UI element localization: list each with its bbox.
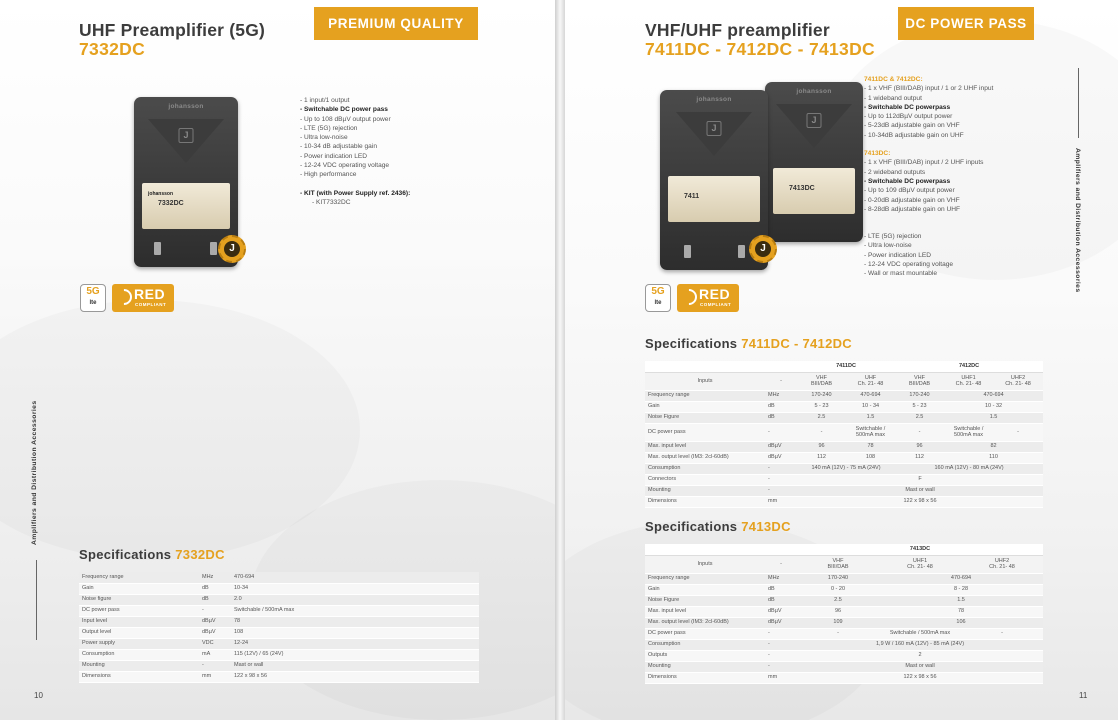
- table-cell: Mast or wall: [797, 485, 1043, 496]
- table-cell: Inputs: [645, 372, 765, 390]
- table-cell: Mounting: [645, 661, 765, 672]
- device-label-brand: johansson: [148, 191, 174, 197]
- table-cell: -: [765, 423, 797, 441]
- device-brand: johansson: [796, 88, 832, 95]
- table-cell: -: [961, 628, 1043, 639]
- device-brand: johansson: [168, 103, 204, 110]
- table-row: [645, 628, 1043, 639]
- table-row: [79, 649, 479, 660]
- table-cell: 96: [797, 441, 846, 452]
- table-cell: dB: [765, 412, 797, 423]
- table-cell: 7412DC: [895, 361, 1043, 372]
- table-cell: mm: [765, 672, 797, 683]
- kit-item: - KIT7332DC: [300, 198, 410, 207]
- table-cell: Max. input level: [645, 606, 765, 617]
- table-cell: 122 x 98 x 56: [231, 671, 479, 682]
- red-compliant-icon: RED COMPLIANT: [677, 284, 739, 312]
- table-cell: 106: [879, 617, 1043, 628]
- feature-item: - 12-24 VDC operating voltage: [864, 260, 993, 269]
- table-row: [645, 372, 1043, 390]
- spec-table-7413: [645, 544, 1043, 684]
- table-row: [645, 441, 1043, 452]
- table-cell: 0 - 20: [797, 584, 879, 595]
- table-row: [79, 605, 479, 616]
- table-row: [645, 573, 1043, 584]
- feature-item: - Power indication LED: [300, 152, 410, 161]
- product-image-741x: [657, 80, 857, 280]
- product-image-7332dc: [130, 95, 255, 275]
- table-cell: -: [895, 423, 944, 441]
- feature-item: - High performance: [300, 170, 410, 179]
- kit-title: - KIT (with Power Supply ref. 2436):: [300, 189, 410, 198]
- table-cell: Frequency range: [645, 390, 765, 401]
- table-cell: Dimensions: [645, 672, 765, 683]
- johansson-logo-icon: J: [179, 128, 194, 143]
- table-row: [645, 474, 1043, 485]
- feature-item: - 2 wideband outputs: [864, 168, 993, 177]
- table-cell: dBµV: [765, 606, 797, 617]
- table-cell: 115 (12V) / 65 (24V): [231, 649, 479, 660]
- table-cell: VHF BIII/DAB: [895, 372, 944, 390]
- table-cell: 1.5: [846, 412, 895, 423]
- table-cell: Max. output level (IM3: 2cl-60dB): [645, 617, 765, 628]
- table-cell: -: [797, 628, 879, 639]
- table-cell: 112: [895, 452, 944, 463]
- device-label: [142, 183, 230, 229]
- spec-heading-label: Specifications: [645, 336, 738, 351]
- table-cell: dB: [765, 401, 797, 412]
- spec-heading: [79, 547, 225, 562]
- spec-heading-label: Specifications: [79, 547, 172, 562]
- device-label-model: 7332DC: [158, 200, 184, 207]
- device-label: [773, 168, 855, 214]
- table-cell: Mast or wall: [797, 661, 1043, 672]
- table-cell: 112: [797, 452, 846, 463]
- table-cell: 470-694: [231, 572, 479, 583]
- spec-heading-model: 7411DC - 7412DC: [741, 336, 852, 351]
- table-row: [79, 671, 479, 682]
- spec-table-7411-7412: [645, 361, 1043, 508]
- table-cell: -: [765, 463, 797, 474]
- product-title: UHF Preamplifier (5G): [79, 20, 266, 40]
- table-cell: 470-694: [879, 573, 1043, 584]
- table-cell: Consumption: [645, 463, 765, 474]
- table-cell: -: [765, 372, 797, 390]
- table-cell: 110: [944, 452, 1043, 463]
- side-section-label: Amplifiers and Distribution Accessories: [31, 400, 38, 545]
- right-page: [565, 0, 1118, 720]
- table-cell: -: [199, 660, 231, 671]
- table-cell: 108: [846, 452, 895, 463]
- f-connector: [684, 245, 691, 258]
- feature-item: - 1 wideband output: [864, 94, 993, 103]
- johansson-logo-icon: J: [807, 113, 822, 128]
- f-connector: [210, 242, 217, 255]
- table-cell: VHF BIII/DAB: [797, 372, 846, 390]
- spec-heading-model: 7413DC: [741, 519, 791, 534]
- table-cell: -: [765, 555, 797, 573]
- side-divider: [1078, 68, 1079, 138]
- feature-item: - 10-34 dB adjustable gain: [300, 142, 410, 151]
- side-section-label: Amplifiers and Distribution Accessories: [1074, 148, 1081, 293]
- table-cell: 8 - 28: [879, 584, 1043, 595]
- table-cell: 109: [797, 617, 879, 628]
- table-cell: 12-24: [231, 638, 479, 649]
- table-cell: UHF1 Ch. 21- 48: [944, 372, 993, 390]
- table-cell: DC power pass: [79, 605, 199, 616]
- table-cell: Noise figure: [79, 594, 199, 605]
- table-cell: MHz: [199, 572, 231, 583]
- table-cell: Switchable / 500mA max: [231, 605, 479, 616]
- f-connector: [738, 245, 745, 258]
- table-cell: 10-34: [231, 583, 479, 594]
- table-cell: 10 - 32: [944, 401, 1043, 412]
- table-cell: 122 x 98 x 56: [797, 496, 1043, 507]
- red-compliant-icon: RED COMPLIANT: [112, 284, 174, 312]
- table-row: [645, 463, 1043, 474]
- table-cell: Gain: [645, 401, 765, 412]
- table-cell: 2.5: [797, 595, 879, 606]
- table-cell: -: [765, 650, 797, 661]
- table-cell: dB: [199, 594, 231, 605]
- feature-item: - Switchable DC power pass: [300, 105, 410, 114]
- table-row: [645, 361, 1043, 372]
- spec-heading-2: [645, 519, 791, 534]
- table-cell: dB: [765, 595, 797, 606]
- table-cell: 78: [846, 441, 895, 452]
- table-cell: 7413DC: [797, 544, 1043, 555]
- table-cell: Dimensions: [79, 671, 199, 682]
- table-cell: dBµV: [765, 441, 797, 452]
- page-number: 11: [1079, 691, 1088, 700]
- feature-item: - Switchable DC powerpass: [864, 177, 993, 186]
- feature-item: - Ultra low-noise: [864, 241, 993, 250]
- table-cell: Switchable / 500mA max: [944, 423, 993, 441]
- feature-item: - 0-20dB adjustable gain on VHF: [864, 196, 993, 205]
- feature-list: [300, 96, 410, 207]
- table-cell: UHF2 Ch. 21- 48: [993, 372, 1043, 390]
- table-cell: Gain: [645, 584, 765, 595]
- table-row: [645, 423, 1043, 441]
- table-row: [645, 412, 1043, 423]
- feature-item: - 1 x VHF (BIII/DAB) input / 1 or 2 UHF input: [864, 84, 993, 93]
- table-cell: 170-240: [895, 390, 944, 401]
- table-cell: Switchable / 500mA max: [879, 628, 961, 639]
- table-cell: dBµV: [765, 617, 797, 628]
- feature-item: - LTE (5G) rejection: [300, 124, 410, 133]
- table-cell: Mounting: [645, 485, 765, 496]
- table-row: [79, 583, 479, 594]
- table-cell: 78: [879, 606, 1043, 617]
- group-heading-7411-7412: 7411DC & 7412DC:: [864, 76, 923, 83]
- table-cell: 5 - 23: [895, 401, 944, 412]
- table-cell: 2.5: [895, 412, 944, 423]
- table-cell: mm: [765, 496, 797, 507]
- table-cell: -: [765, 474, 797, 485]
- table-row: [645, 584, 1043, 595]
- feature-item: - 5-23dB adjustable gain on VHF: [864, 121, 993, 130]
- table-row: [645, 650, 1043, 661]
- book-spine: [555, 0, 565, 720]
- 5g-lte-icon: 5G lte: [645, 284, 671, 312]
- dc-power-pass-badge: DC POWER PASS: [898, 7, 1034, 40]
- table-row: [79, 616, 479, 627]
- table-cell: Connectors: [645, 474, 765, 485]
- feature-item: - 8-28dB adjustable gain on UHF: [864, 205, 993, 214]
- feature-item: - Up to 109 dBµV output power: [864, 186, 993, 195]
- table-cell: -: [765, 485, 797, 496]
- table-cell: F: [797, 474, 1043, 485]
- table-cell: -: [199, 605, 231, 616]
- table-cell: -: [993, 423, 1043, 441]
- table-row: [79, 627, 479, 638]
- table-cell: Frequency range: [645, 573, 765, 584]
- quality-seal-icon: J: [218, 235, 246, 263]
- table-cell: Gain: [79, 583, 199, 594]
- device-label-model: 7413DC: [789, 185, 815, 192]
- table-cell: Inputs: [645, 555, 765, 573]
- product-model: 7332DC: [79, 39, 146, 59]
- table-row: [645, 617, 1043, 628]
- side-divider: [36, 560, 37, 640]
- 5g-lte-icon: 5G lte: [80, 284, 106, 312]
- table-row: [645, 401, 1043, 412]
- feature-item: - 1 input/1 output: [300, 96, 410, 105]
- table-cell: MHz: [765, 573, 797, 584]
- feature-item: - Wall or mast mountable: [864, 269, 993, 278]
- table-cell: Input level: [79, 616, 199, 627]
- table-cell: 78: [231, 616, 479, 627]
- table-cell: 1,9 W / 160 mA (12V) - 85 mA (24V): [797, 639, 1043, 650]
- device-label-model: 7411: [684, 193, 700, 200]
- table-cell: -: [765, 661, 797, 672]
- device-brand: johansson: [696, 96, 732, 103]
- table-cell: UHF Ch. 21- 48: [846, 372, 895, 390]
- table-cell: dBµV: [199, 627, 231, 638]
- table-cell: 122 x 98 x 56: [797, 672, 1043, 683]
- table-cell: Noise Figure: [645, 412, 765, 423]
- table-cell: Consumption: [79, 649, 199, 660]
- table-row: [79, 638, 479, 649]
- group-heading-7413: 7413DC:: [864, 150, 891, 158]
- table-cell: UHF1 Ch. 21- 48: [879, 555, 961, 573]
- table-cell: 5 - 23: [797, 401, 846, 412]
- table-row: [79, 572, 479, 583]
- table-cell: DC power pass: [645, 628, 765, 639]
- table-row: [645, 485, 1043, 496]
- table-cell: dB: [199, 583, 231, 594]
- table-cell: 82: [944, 441, 1043, 452]
- table-cell: 470-694: [846, 390, 895, 401]
- table-cell: -: [765, 639, 797, 650]
- left-page: [0, 0, 555, 720]
- table-cell: Frequency range: [79, 572, 199, 583]
- table-cell: VDC: [199, 638, 231, 649]
- amplifier-device-back: [765, 82, 863, 242]
- quality-seal-icon: J: [749, 235, 777, 263]
- table-cell: 2.5: [797, 412, 846, 423]
- table-cell: dB: [765, 584, 797, 595]
- feature-item: - Up to 108 dBµV output power: [300, 115, 410, 124]
- spec-table-7332dc: [79, 572, 479, 683]
- table-cell: VHF BIII/DAB: [797, 555, 879, 573]
- feature-list: [864, 75, 993, 279]
- feature-item: - 1 x VHF (BIII/DAB) input / 2 UHF inputs: [864, 158, 993, 167]
- johansson-logo-icon: J: [707, 121, 722, 136]
- table-row: [645, 452, 1043, 463]
- table-cell: 1.5: [944, 412, 1043, 423]
- feature-item: - 10-34dB adjustable gain on UHF: [864, 131, 993, 140]
- table-cell: Switchable / 500mA max: [846, 423, 895, 441]
- table-row: [645, 555, 1043, 573]
- table-cell: Max. output level (IM3: 2cl-60dB): [645, 452, 765, 463]
- device-label: [668, 176, 760, 222]
- table-cell: 2: [797, 650, 1043, 661]
- table-cell: 470-694: [944, 390, 1043, 401]
- feature-item: - 12-24 VDC operating voltage: [300, 161, 410, 170]
- table-cell: 170-240: [797, 573, 879, 584]
- table-cell: 170-240: [797, 390, 846, 401]
- table-row: [645, 639, 1043, 650]
- feature-item: - Power indication LED: [864, 251, 993, 260]
- table-row: [79, 660, 479, 671]
- feature-item: - Up to 112dBµV output power: [864, 112, 993, 121]
- table-cell: 140 mA (12V) - 75 mA (24V): [797, 463, 895, 474]
- table-row: [645, 661, 1043, 672]
- table-cell: mA: [199, 649, 231, 660]
- table-cell: 1.5: [879, 595, 1043, 606]
- product-model: 7411DC - 7412DC - 7413DC: [645, 39, 875, 59]
- table-cell: DC power pass: [645, 423, 765, 441]
- table-row: [645, 595, 1043, 606]
- premium-quality-badge: PREMIUM QUALITY: [314, 7, 478, 40]
- table-row: [645, 672, 1043, 683]
- table-cell: MHz: [765, 390, 797, 401]
- table-row: [645, 390, 1043, 401]
- table-cell: -: [797, 423, 846, 441]
- spec-heading-model: 7332DC: [175, 547, 225, 562]
- spec-heading-label: Specifications: [645, 519, 738, 534]
- product-title: VHF/UHF preamplifier: [645, 20, 830, 40]
- table-row: [645, 496, 1043, 507]
- table-cell: dBµV: [765, 452, 797, 463]
- table-cell: dBµV: [199, 616, 231, 627]
- feature-item: - Switchable DC powerpass: [864, 103, 993, 112]
- table-cell: 160 mA (12V) - 80 mA (24V): [895, 463, 1043, 474]
- feature-item: - Ultra low-noise: [300, 133, 410, 142]
- table-cell: Outputs: [645, 650, 765, 661]
- table-cell: 108: [231, 627, 479, 638]
- page-number: 10: [34, 691, 43, 700]
- table-cell: UHF2 Ch. 21- 48: [961, 555, 1043, 573]
- table-cell: Mast or wall: [231, 660, 479, 671]
- table-cell: Output level: [79, 627, 199, 638]
- table-cell: -: [765, 628, 797, 639]
- table-cell: Power supply: [79, 638, 199, 649]
- feature-item: - LTE (5G) rejection: [864, 232, 993, 241]
- table-cell: Consumption: [645, 639, 765, 650]
- table-row: [79, 594, 479, 605]
- table-row: [645, 544, 1043, 555]
- table-cell: 96: [895, 441, 944, 452]
- f-connector: [154, 242, 161, 255]
- table-cell: Dimensions: [645, 496, 765, 507]
- table-cell: 10 - 34: [846, 401, 895, 412]
- table-cell: mm: [199, 671, 231, 682]
- table-row: [645, 606, 1043, 617]
- spec-heading-1: [645, 336, 852, 351]
- table-cell: Noise Figure: [645, 595, 765, 606]
- table-cell: 96: [797, 606, 879, 617]
- table-cell: Max. input level: [645, 441, 765, 452]
- table-cell: 7411DC: [797, 361, 895, 372]
- table-cell: 2.0: [231, 594, 479, 605]
- table-cell: Mounting: [79, 660, 199, 671]
